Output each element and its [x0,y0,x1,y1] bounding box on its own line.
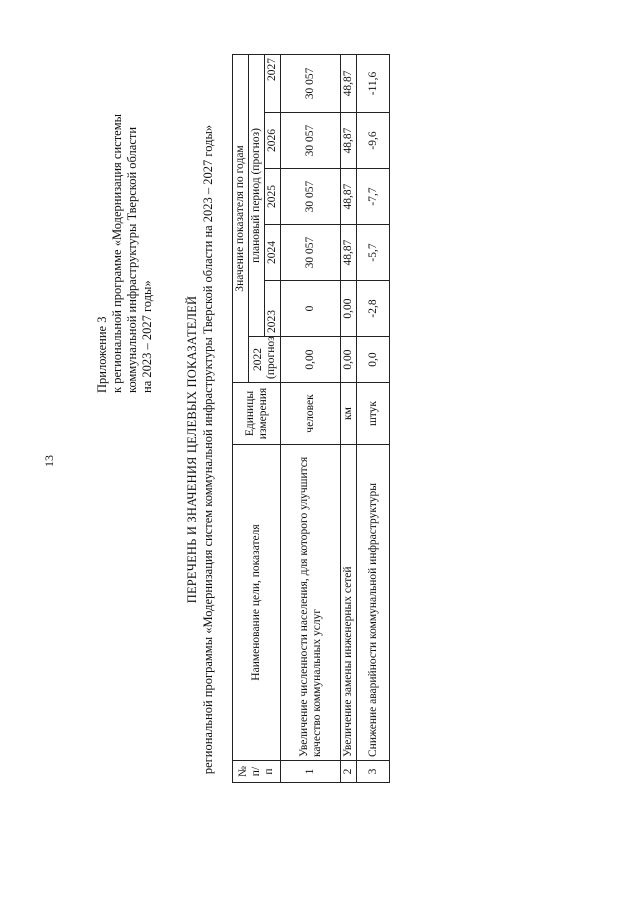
appendix-line-1: Приложение 3 [95,316,109,393]
row-value: 30 057 [281,113,341,169]
header-values-by-year: Значение показателя по годам [233,54,249,382]
appendix-line-4: на 2023 – 2027 годы» [140,280,154,393]
row-value: -2,8 [357,281,390,337]
header-unit: Единицы измерения [233,383,281,445]
header-name: Наименование цели, показателя [233,445,281,761]
row-num: 2 [341,761,357,783]
table-row [357,54,390,782]
row-value: 30 057 [281,169,341,225]
row-unit: км [341,383,357,445]
header-year-2025: 2025 [265,169,281,225]
page-number: 13 [42,455,56,467]
header-year-2026: 2026 [265,113,281,169]
row-value: 48,87 [341,54,357,112]
row-name: Увеличение замены инженерных сетей [341,445,357,761]
header-2022 [249,337,281,383]
row-value: 0,00 [341,281,357,337]
row-num: 3 [357,761,390,783]
row-value: -7,7 [357,169,390,225]
row-unit: штук [357,383,390,445]
header-2022-year: 2022 [251,348,264,371]
indicators-table [232,54,390,783]
row-value: 0 [281,281,341,337]
row-num: 1 [281,761,341,783]
row-value: 0,00 [341,337,357,383]
row-value: 0,00 [281,337,341,383]
row-name: Увеличение численности населения, для которого улучшится качество коммунальных услуг [281,445,341,761]
header-num: № п/п [233,761,281,783]
row-unit: человек [281,383,341,445]
header-row-1 [233,54,249,782]
document-title: ПЕРЕЧЕНЬ И ЗНАЧЕНИЯ ЦЕЛЕВЫХ ПОКАЗАТЕЛЕЙ [185,295,199,604]
row-value: -11,6 [357,54,390,112]
row-value: 30 057 [281,225,341,281]
appendix-note [95,33,155,393]
header-2022-forecast: (прогноз [264,336,277,379]
row-value: 48,87 [341,169,357,225]
row-value: -9,6 [357,113,390,169]
row-value: 30 057 [281,54,341,112]
appendix-line-3: коммунальной инфраструктуры Тверской области [125,126,139,393]
row-value: 48,87 [341,113,357,169]
header-year-2027: 2027 [265,54,281,112]
header-year-2023: 2023 [265,281,281,337]
table-row [341,54,357,782]
row-value: -5,7 [357,225,390,281]
appendix-line-2: к региональной программе «Модернизация системы [110,113,124,393]
row-value: 48,87 [341,225,357,281]
table-row [281,54,341,782]
header-year-2024: 2024 [265,225,281,281]
row-name: Снижение аварийности коммунальной инфраструктуры [357,445,390,761]
header-planned-period: плановый период (прогноз) [249,54,265,336]
row-value: 0,0 [357,337,390,383]
document-subtitle: региональной программы «Модернизация систем коммунальной инфраструктуры Тверской области на 2023 – 2027 годы» [201,124,215,775]
